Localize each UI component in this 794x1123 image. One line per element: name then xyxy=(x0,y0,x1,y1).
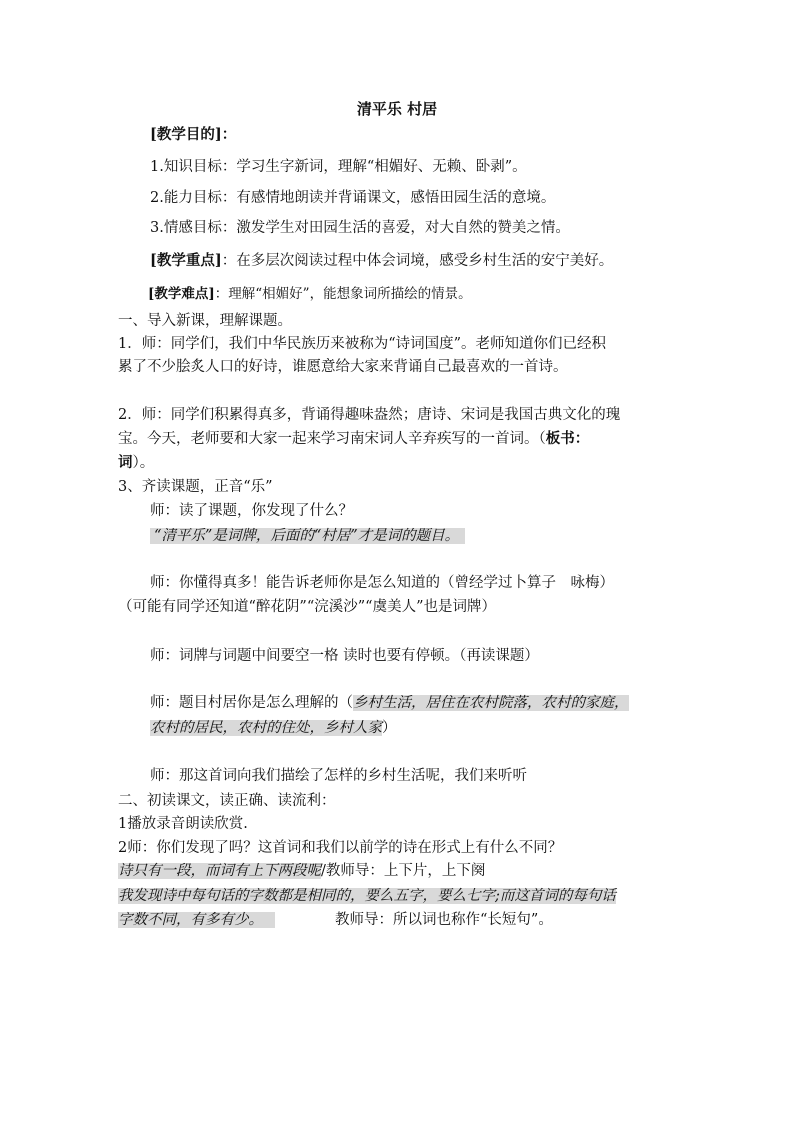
student-answer-6-line-1 xyxy=(118,885,616,907)
section-2-item-2: 2师：你们发现了吗？这首词和我们以前学的诗在形式上有什么不同？ xyxy=(118,840,563,856)
teacher-guide-5: /教师导：上下片，上下阕 xyxy=(321,863,486,879)
teacher-question-2-note: （可能有同学还知道“醉花阴”“浣溪沙”“虞美人”也是词牌） xyxy=(118,599,496,615)
paragraph-3: 3、齐读课题，正音“乐” xyxy=(118,479,273,495)
paragraph-1-line-1: 1．师：同学们，我们中华民族历来被称为“诗词国度”。老师知道你们已经积 xyxy=(118,336,607,352)
answer-4-close: ） xyxy=(382,720,397,736)
teacher-guide-6: 教师导：所以词也称作“长短句”。 xyxy=(335,912,553,928)
teacher-question-2: 师：你懂得真多！能告诉老师你是怎么知道的（曾经学过卜算子 咏梅） xyxy=(150,575,614,591)
section-heading-1: 一、导入新课，理解课题。 xyxy=(118,313,292,329)
highlighted-answer-1: “清平乐”是词牌，后面的“村居”才是词的题目。 xyxy=(150,528,465,544)
key-point-text: ：在多层次阅读过程中体会词境，感受乡村生活的安宁美好。 xyxy=(221,253,614,269)
paragraph-2-line-1: 2．师：同学们积累得真多，背诵得趣味盎然；唐诗、宋词是我国古典文化的瑰 xyxy=(118,407,621,423)
teacher-question-4-cont xyxy=(150,717,397,739)
paragraph-2-line-3 xyxy=(118,452,154,474)
difficulty xyxy=(148,283,472,305)
highlighted-answer-4b: 农村的居民，农村的住处，乡村人家 xyxy=(150,720,382,736)
section-heading-2: 二、初读课文，读正确、读流利： xyxy=(118,793,336,809)
objective-2: 2.能力目标：有感情地朗读并背诵课文，感悟田园生活的意境。 xyxy=(150,190,556,206)
key-point-label: [教学重点] xyxy=(150,252,222,269)
teacher-question-4-text: 师：题目村居你是怎么理解的（ xyxy=(150,695,353,711)
highlighted-answer-6a: 我发现诗中每句话的字数都是相同的，要么五字，要么七字;而这首词的每句话 xyxy=(118,888,616,904)
teacher-question-3: 师：词牌与词题中间要空一格 读时也要有停顿。（再读课题） xyxy=(150,648,539,664)
page-title: 清平乐 村居 xyxy=(356,100,438,118)
student-answer-5 xyxy=(118,860,485,882)
highlighted-answer-5: 诗只有一段，而词有上下两段呢 xyxy=(118,863,321,879)
board-close: ）。 xyxy=(132,455,155,471)
highlighted-answer-4a: 乡村生活，居住在农村院落，农村的家庭， xyxy=(353,695,629,711)
student-answer-1 xyxy=(150,525,465,547)
board-label: 板书： xyxy=(545,430,590,447)
key-point xyxy=(150,250,613,272)
paragraph-2-text: 宝。今天，老师要和大家一起来学习南宋词人辛弃疾写的一首词。（ xyxy=(118,431,546,447)
paragraph-2-line-2 xyxy=(118,428,589,450)
objectives-heading: [教学目的]： xyxy=(150,126,237,143)
difficulty-label: [教学难点] xyxy=(148,286,215,302)
objective-3: 3.情感目标：激发学生对田园生活的喜爱，对大自然的赞美之情。 xyxy=(150,220,570,236)
section-2-item-1: 1播放录音朗读欣赏. xyxy=(118,816,248,832)
highlighted-answer-6b: 字数不同，有多有少。 xyxy=(118,912,275,928)
teacher-question-5: 师：那这首词向我们描绘了怎样的乡村生活呢，我们来听听 xyxy=(150,768,527,784)
objective-1: 1.知识目标：学习生字新词，理解“相媚好、无赖、卧剥”。 xyxy=(150,159,527,175)
student-answer-6-line-2 xyxy=(118,909,553,931)
paragraph-1-line-2: 累了不少脍炙人口的好诗，谁愿意给大家来背诵自己最喜欢的一首诗。 xyxy=(118,359,568,375)
board-word: 词 xyxy=(118,454,133,471)
teacher-question-1: 师：读了课题，你发现了什么？ xyxy=(150,503,353,519)
difficulty-text: ：理解“相媚好”，能想象词所描绘的情景。 xyxy=(214,286,472,302)
teacher-question-4 xyxy=(150,692,629,714)
